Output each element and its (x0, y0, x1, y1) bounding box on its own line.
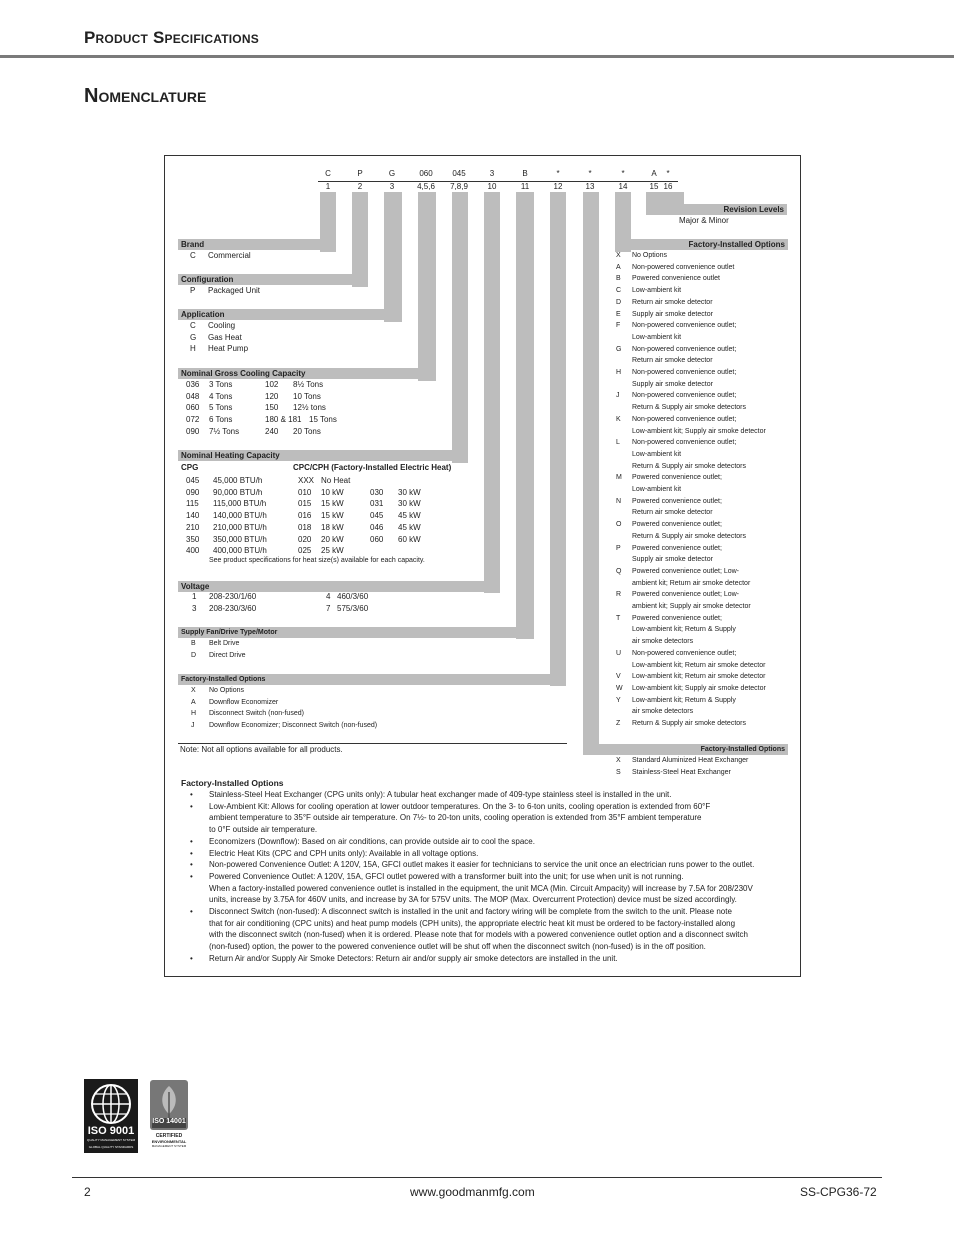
option-code: A (616, 263, 621, 271)
heating-cell: 15 kW (321, 511, 344, 521)
option-code: O (616, 521, 622, 529)
cooling-code: 048 (186, 391, 200, 401)
note-bottom: Note: Not all options available for all products. (180, 745, 343, 754)
section-title: Nomenclature (84, 85, 207, 107)
option-code: U (616, 649, 622, 657)
fio-left-band: Factory-Installed Options (178, 674, 566, 685)
iso-14001-line2: ENVIRONMENTAL (151, 1139, 187, 1144)
heating-cell: 350 (186, 534, 200, 544)
option-code: S (616, 768, 621, 776)
bullet-text: with the disconnect switch (non-fused) when it is ordered. Please note that for models with a powered convenience outlet option and a disconnect switch (209, 930, 748, 940)
voltage-cell: 575/3/60 (337, 603, 369, 613)
option-code: M (616, 474, 622, 482)
model-code-char: C (325, 169, 331, 178)
bullet-dot: • (190, 848, 193, 858)
option-code: L (616, 439, 620, 447)
iso-14001-logo (150, 1080, 188, 1152)
option-desc: Non-powered convenience outlet; (632, 439, 737, 447)
heating-cell: 15 kW (321, 499, 344, 509)
heating-cell: 45,000 BTU/h (213, 476, 263, 485)
iso-9001-line2: GLOBAL QUALITY STANDARDS (88, 1145, 134, 1149)
option-desc: Supply air smoke detector (632, 310, 713, 318)
option-desc: Low-ambient kit; Return & Supply (632, 626, 736, 634)
bar-fan (516, 192, 534, 639)
heating-cell: 030 (370, 487, 384, 497)
list-desc: Commercial (208, 251, 251, 260)
heating-col-cpg: CPG (181, 463, 199, 472)
cooling-tons: 12½ tons (293, 403, 326, 413)
option-desc: Non-powered convenience outlet; (632, 392, 737, 400)
heating-cell: 031 (370, 499, 384, 509)
heating-cell: 350,000 BTU/h (213, 534, 267, 544)
model-code-position: 4,5,6 (417, 182, 435, 191)
model-code-char: 045 (452, 169, 466, 178)
option-desc: Powered convenience outlet; (632, 474, 722, 482)
heating-cell: 210 (186, 522, 200, 532)
heating-cell: 210,000 BTU/h (213, 522, 267, 532)
cooling-band: Nominal Gross Cooling Capacity (178, 368, 436, 379)
cooling-code: 120 (265, 391, 279, 401)
cooling-tons: 5 Tons (209, 403, 233, 413)
model-code-position: 3 (389, 182, 395, 191)
option-desc: Supply air smoke detector (632, 380, 713, 388)
option-desc: Non-powered convenience outlet; (632, 345, 737, 353)
cooling-tons: 20 Tons (293, 426, 321, 436)
option-code: Q (616, 567, 622, 575)
heating-cell: 60 kW (398, 534, 421, 544)
option-code: C (616, 287, 622, 295)
option-desc: Stainless-Steel Heat Exchanger (632, 768, 731, 776)
heating-cell: 25 kW (321, 546, 344, 556)
fio-13-band: Factory-Installed Options (583, 744, 788, 755)
option-desc: Low-ambient kit (632, 450, 682, 458)
model-code-char: * (666, 169, 670, 178)
revision-sub: Major & Minor (679, 216, 729, 225)
voltage-cell: 3 (192, 603, 197, 613)
bullet-text: (non-fused) option, the power to the powered convenience outlet will be shut off when the disconnect switch (non-fused) is in the off position. (209, 942, 706, 952)
heating-cell: No Heat (321, 476, 351, 485)
option-code: D (616, 298, 622, 306)
bullet-dot: • (190, 790, 193, 799)
model-code-char: B (522, 169, 528, 178)
heating-cell: 140,000 BTU/h (213, 511, 267, 521)
heating-cell: 015 (298, 499, 312, 509)
iso-9001-logo (84, 1079, 138, 1153)
heating-cell: 115 (186, 499, 199, 509)
bullet-text: When a factory-installed powered convenience outlet is installed in the equipment, the unit MCA (Min. Circuit Ampacity) will increase by 7.5A for 208/230V (209, 883, 753, 893)
bullet-text: Economizers (Downflow): Based on air conditions, can provide outside air to cool the space. (209, 836, 535, 846)
bullet-text: to 0°F outside air temperature. (209, 825, 318, 835)
cooling-code: 102 (265, 380, 279, 389)
heating-cell: 45 kW (398, 522, 421, 532)
bar-cooling (418, 192, 436, 381)
bullet-text: units, increase by 3.75A for 460V units, and increase by 3A for 575V units. The MOP (Max. Overcurrent Protection) device must be sized accordingly. (209, 895, 737, 905)
model-code-char: 060 (419, 169, 433, 178)
heating-cell: 10 kW (321, 487, 344, 497)
list-desc: Gas Heat (208, 332, 242, 342)
bullet-dot: • (190, 801, 193, 811)
heating-cell: 025 (298, 546, 312, 556)
model-code-char: * (556, 169, 560, 178)
cooling-tons: 15 Tons (309, 415, 337, 425)
option-desc: Return & Supply air smoke detectors (632, 404, 746, 412)
heating-cell: 400,000 BTU/h (213, 546, 267, 556)
option-code: R (616, 591, 622, 599)
heating-cell: 90,000 BTU/h (213, 487, 263, 497)
option-desc: Non-powered convenience outlet; (632, 415, 737, 423)
option-desc: Powered convenience outlet; (632, 521, 722, 529)
option-desc: Powered convenience outlet; (632, 614, 722, 622)
option-desc: Non-powered convenience outlet; (632, 369, 737, 376)
heating-cell: 18 kW (321, 522, 344, 532)
option-code: N (616, 497, 622, 505)
option-code: J (191, 722, 195, 730)
model-code-char: A (651, 169, 657, 178)
option-desc: Return air smoke detector (632, 357, 713, 365)
bullet-dot: • (190, 907, 193, 916)
option-desc: Powered convenience outlet; Low- (632, 591, 740, 599)
option-desc: Low-ambient kit (632, 486, 682, 493)
list-code: C (190, 321, 196, 330)
heating-col-cpc: CPC/CPH (Factory-Installed Electric Heat) (293, 463, 452, 472)
page-header-title: Product Specifications (84, 28, 259, 47)
bar-configuration (352, 192, 368, 287)
header-rule (0, 55, 954, 58)
model-code-position: 14 (618, 182, 628, 191)
bar-voltage (484, 192, 500, 593)
option-desc: Low-ambient kit; Supply air smoke detector (632, 427, 766, 435)
list-code: C (190, 251, 196, 260)
bullet-text: Return Air and/or Supply Air Smoke Detectors: Return air and/or supply air smoke detectors are installed in the unit. (209, 953, 618, 963)
cooling-tons: 3 Tons (209, 380, 233, 389)
model-code-char: * (588, 169, 592, 178)
option-code: T (616, 614, 621, 622)
option-code: K (616, 415, 621, 423)
option-desc: Low-ambient kit; Return & Supply (632, 696, 736, 704)
cooling-code: 060 (186, 403, 200, 413)
note-rule (178, 743, 567, 744)
heating-cell: 115,000 BTU/h (213, 499, 267, 509)
cooling-code: 036 (186, 380, 200, 389)
bullet-dot: • (190, 860, 193, 870)
model-code-position: 10 (487, 182, 497, 191)
option-code: Y (616, 696, 621, 704)
option-desc: Supply air smoke detector (632, 556, 713, 564)
bullet-text: Low-Ambient Kit: Allows for cooling operation at lower outdoor temperatures. On the 3- to 6-ton units, cooling operation is extended from 60°F (209, 801, 711, 811)
option-code: Z (616, 720, 621, 727)
heating-cell: 090 (186, 487, 200, 497)
heating-cell: 045 (186, 476, 200, 485)
bullet-text: Stainless-Steel Heat Exchanger (CPG units only): A tubular heat exchanger made of 409-type stainless steel is installed in the unit. (209, 790, 672, 799)
option-code: J (616, 392, 620, 400)
option-desc: Downflow Economizer (209, 698, 279, 706)
model-code-char: * (621, 169, 625, 178)
option-code: G (616, 345, 622, 353)
heating-cell: 30 kW (398, 487, 421, 497)
iso-14001-line1: CERTIFIED (155, 1133, 183, 1139)
voltage-cell: 4 (326, 592, 331, 601)
voltage-cell: 7 (326, 603, 331, 613)
footer-url[interactable]: www.goodmanmfg.com (410, 1185, 535, 1199)
option-desc: Return & Supply air smoke detectors (632, 532, 746, 540)
option-desc: Downflow Economizer; Disconnect Switch (non-fused) (209, 722, 378, 730)
option-code: X (191, 687, 196, 694)
cooling-code: 090 (186, 426, 200, 436)
option-code: X (616, 757, 621, 764)
option-desc: Low-ambient kit; Return air smoke detector (632, 673, 766, 681)
option-code: E (616, 310, 621, 318)
iso-9001-text: ISO 9001 (87, 1125, 135, 1137)
bullet-dot: • (190, 836, 193, 846)
model-code-position: 12 (553, 182, 563, 191)
list-desc: Cooling (208, 321, 236, 330)
option-code: D (191, 651, 197, 659)
option-desc: Return air smoke detector (632, 298, 713, 306)
option-desc: air smoke detectors (632, 638, 694, 646)
cooling-tons: 6 Tons (209, 415, 233, 425)
configuration-band: Configuration (178, 274, 368, 285)
option-code: B (191, 640, 196, 647)
option-desc: No Options (209, 687, 245, 694)
voltage-cell: 208-230/1/60 (209, 592, 257, 601)
list-desc: Heat Pump (208, 344, 249, 354)
options-desc-title: Factory-Installed Options (181, 778, 284, 788)
option-desc: Direct Drive (209, 651, 246, 659)
cooling-code: 150 (265, 403, 279, 413)
option-desc: Low-ambient kit (632, 333, 682, 341)
cooling-tons: 10 Tons (293, 391, 321, 401)
model-code-position: 2 (357, 182, 363, 191)
cooling-tons: 4 Tons (209, 391, 233, 401)
cooling-code: 240 (265, 426, 279, 436)
iso-14001-text: ISO 14001 (152, 1118, 186, 1125)
option-desc: ambient kit; Supply air smoke detector (632, 603, 751, 610)
option-desc: No Options (632, 252, 668, 259)
heating-note: See product specifications for heat size(s) available for each capacity. (209, 557, 425, 564)
bar-fio-13 (583, 192, 599, 748)
option-desc: Powered convenience outlet (632, 275, 720, 283)
bullet-text: ambient temperature to 35°F outside air temperature. On 7½- to 20-ton units, cooling operation is extended from 35°F ambient temperature (209, 813, 702, 823)
list-code: P (190, 286, 196, 295)
footer-doc-number: SS-CPG36-72 (800, 1185, 877, 1199)
heating-cell: 045 (370, 511, 384, 521)
option-desc: Non-powered convenience outlet; (632, 649, 737, 657)
option-desc: Belt Drive (209, 640, 240, 647)
fio-right-band: Factory-Installed Options (615, 239, 788, 250)
code-underline (318, 181, 678, 182)
heating-cell: 016 (298, 511, 312, 521)
model-code-position: 13 (585, 182, 595, 191)
footer-rule (72, 1177, 882, 1178)
heating-cell: XXX (298, 476, 315, 485)
heating-cell: 046 (370, 522, 384, 532)
bullet-text: Powered Convenience Outlet: A 120V, 15A, GFCI outlet powered with a transformer built into the unit; for use when unit is not running. (209, 871, 684, 881)
bullet-dot: • (190, 871, 193, 881)
cooling-code: 072 (186, 415, 200, 425)
heating-cell: 45 kW (398, 511, 421, 521)
option-desc: Low-ambient kit; Supply air smoke detector (632, 684, 766, 692)
option-desc: Powered convenience outlet; (632, 497, 722, 505)
option-code: B (616, 275, 621, 283)
option-code: X (616, 252, 621, 259)
model-code-position: 7,8,9 (450, 182, 468, 191)
option-desc: Non-powered convenience outlet; (632, 322, 737, 330)
revision-band: Revision Levels (646, 204, 787, 215)
bar-fio-left (550, 192, 566, 686)
option-desc: air smoke detectors (632, 708, 694, 716)
heating-cell: 010 (298, 487, 312, 497)
option-code: F (616, 322, 621, 330)
option-desc: Low-ambient kit (632, 287, 682, 295)
heating-cell: 140 (186, 511, 200, 521)
brand-band: Brand (178, 239, 336, 250)
model-code-char: P (357, 169, 363, 178)
option-code: W (616, 684, 623, 692)
list-code: H (190, 344, 196, 354)
bullet-text: Non-powered Convenience Outlet: A 120V, 15A, GFCI outlet makes it easier for technicians to service the unit once an electrician runs power to the outlet. (209, 860, 755, 870)
model-code-position: 11 (520, 182, 530, 191)
cooling-tons: 8½ Tons (293, 380, 324, 389)
option-desc: Return & Supply air smoke detectors (632, 462, 746, 470)
heating-band: Nominal Heating Capacity (178, 450, 468, 461)
iso-14001-line3: MANAGEMENT SYSTEM (151, 1144, 187, 1148)
heating-cell: 30 kW (398, 499, 421, 509)
list-code: G (190, 332, 197, 342)
heating-cell: 060 (370, 534, 384, 544)
model-code-char: 3 (489, 169, 495, 178)
heating-cell: 018 (298, 522, 312, 532)
option-desc: Powered convenience outlet; (632, 544, 722, 552)
option-desc: Non-powered convenience outlet (632, 263, 735, 271)
option-desc: Return & Supply air smoke detectors (632, 720, 746, 727)
model-code-char: G (388, 169, 396, 178)
bullet-dot: • (190, 953, 193, 963)
bullet-text: Electric Heat Kits (CPC and CPH units only): Available in all voltage options. (209, 848, 479, 858)
option-code: V (616, 673, 621, 681)
option-desc: Standard Aluminized Heat Exchanger (632, 757, 749, 764)
option-code: H (616, 369, 622, 376)
application-band: Application (178, 309, 402, 320)
voltage-cell: 1 (192, 592, 197, 601)
model-code-position: 15 (649, 182, 659, 191)
bullet-text: Disconnect Switch (non-fused): A disconnect switch is installed in the unit and factory wiring will be complete from the switch to the unit. Please note (209, 907, 732, 916)
option-desc: Powered convenience outlet; Low- (632, 567, 740, 575)
voltage-cell: 460/3/60 (337, 592, 369, 601)
option-code: P (616, 544, 621, 552)
bar-heating (452, 192, 468, 463)
option-desc: ambient kit; Return air smoke detector (632, 579, 751, 587)
heating-cell: 020 (298, 534, 312, 544)
list-desc: Packaged Unit (208, 286, 261, 295)
option-desc: Disconnect Switch (non-fused) (209, 710, 304, 718)
bar-application (384, 192, 402, 322)
bullet-text: that for air conditioning (CPC units) and heat pump models (CPH units), the appropriate electric heat kit must be ordered to be factory-installed along (209, 918, 736, 928)
heating-cell: 20 kW (321, 534, 344, 544)
cooling-code: 180 & 181 (265, 415, 302, 425)
option-code: H (191, 710, 197, 718)
model-code-position: 1 (325, 182, 331, 191)
cooling-tons: 7½ Tons (209, 426, 240, 436)
option-desc: Low-ambient kit; Return air smoke detector (632, 661, 766, 669)
page-number: 2 (84, 1185, 91, 1199)
model-code-position: 16 (663, 182, 673, 191)
option-desc: Return air smoke detector (632, 509, 713, 517)
iso-9001-line1: QUALITY MANAGEMENT SYSTEM (86, 1138, 136, 1142)
voltage-band: Voltage (178, 581, 500, 592)
fan-band: Supply Fan/Drive Type/Motor (178, 627, 534, 638)
heating-cell: 400 (186, 546, 200, 556)
option-code: A (191, 698, 196, 706)
voltage-cell: 208-230/3/60 (209, 603, 257, 613)
